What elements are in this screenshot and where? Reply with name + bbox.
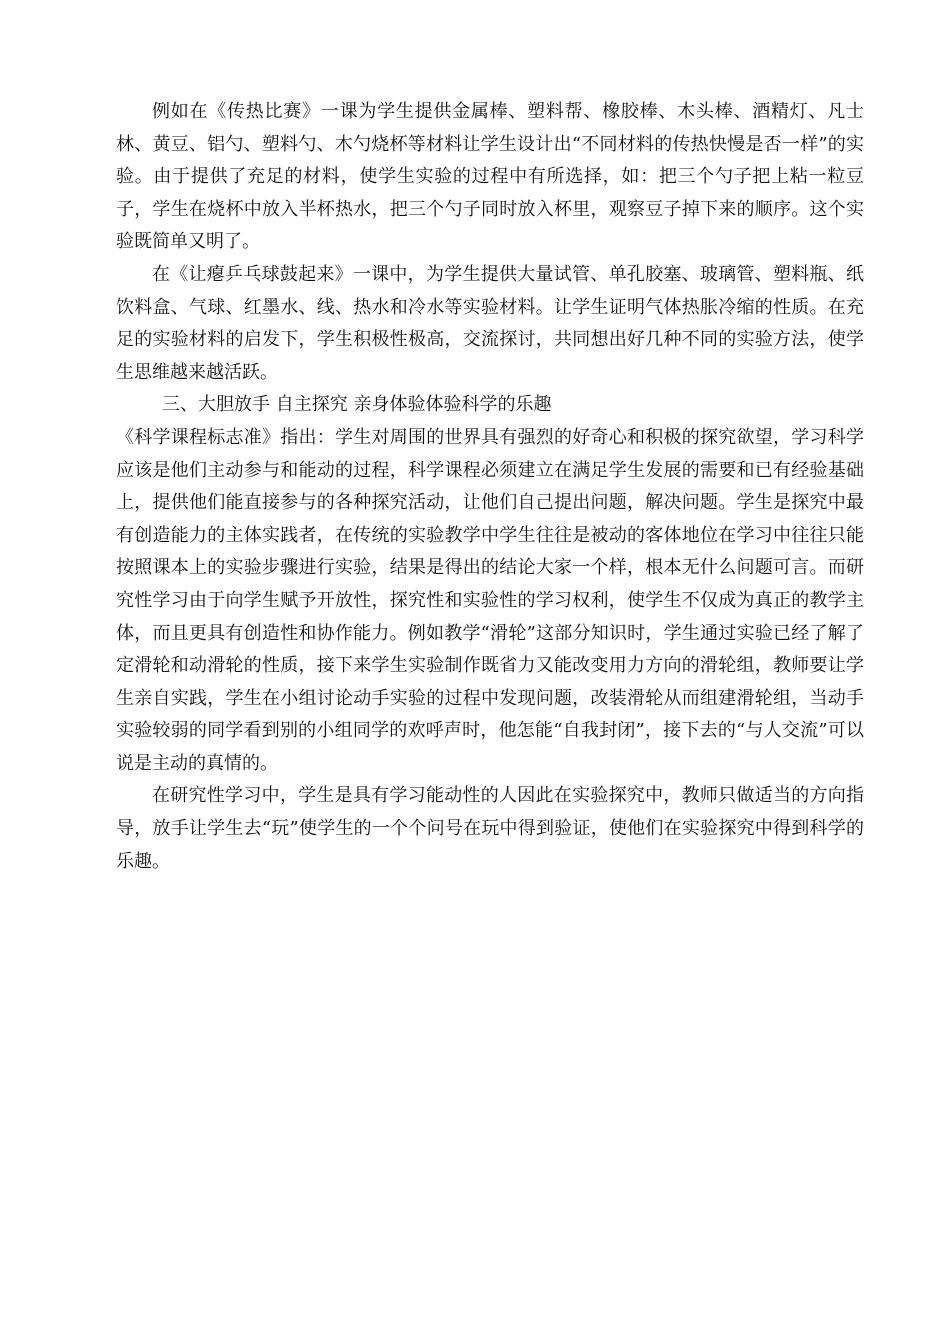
document-page xyxy=(116,96,864,878)
section-heading: 三、大胆放手 自主探究 亲身体验体验科学的乐趣 xyxy=(162,394,552,416)
paragraph-heat-transfer: 例如在《传热比赛》一课为学生提供金属棒、塑料帮、橡胶棒、木头棒、酒精灯、凡士林、黄豆、铝勺、塑料勺、木勺烧杯等材料让学生设计出“不同材料的传热快慢是否一样”的实验。由于提供了充足的材料，使学生实验的过程中有所选择，如：把三个勺子把上粘一粒豆子，学生在烧杯中放入半杯热水，把三个勺子同时放入杯里，观察豆子掉下来的顺序。这个实验既简单又明了。 xyxy=(116,101,864,253)
paragraph-curriculum-standard: 《科学课程标志准》指出：学生对周围的世界具有强烈的好奇心和积极的探究欲望，学习科学应该是他们主动参与和能动的过程，科学课程必须建立在满足学生发展的需要和已有经验基础上，提供他们能直接参与的各种探究活动，让他们自己提出问题，解决问题。学生是探究中最有创造能力的主体实践者，在传统的实验教学中学生往往是被动的客体地位在学习中往往只能按照课本上的实验步骤进行实验，结果是得出的结论大家一个样，根本无什么问题可言。而研究性学习由于向学生赋予开放性，探究性和实验性的学习权利，使学生不仅成为真正的教学主体，而且更具有创造性和协作能力。例如教学“滑轮”这部分知识时，学生通过实验已经了解了定滑轮和动滑轮的性质，接下来学生实验制作既省力又能改变用力方向的滑轮组，教师要让学生亲自实践，学生在小组讨论动手实验的过程中发现问题，改装滑轮从而组建滑轮组，当动手实验较弱的同学看到别的小组同学的欢呼声时，他怎能“自我封闭”，接下去的“与人交流”可以说是主动的真情的。 xyxy=(116,426,864,774)
paragraph-research-learning: 在研究性学习中，学生是具有学习能动性的人因此在实验探究中，教师只做适当的方向指导，放手让学生去“玩”使学生的一个个问号在玩中得到验证，使他们在实验探究中得到科学的乐趣。 xyxy=(116,785,864,872)
paragraph-pingpong: 在《让瘪乒乓球鼓起来》一课中，为学生提供大量试管、单孔胶塞、玻璃管、塑料瓶、纸饮料盒、气球、红墨水、线、热水和冷水等实验材料。让学生证明气体热胀冷缩的性质。在充足的实验材料的启发下，学生积极性极高，交流探讨，共同想出好几种不同的实验方法，使学生思维越来越活跃。 xyxy=(116,263,864,383)
